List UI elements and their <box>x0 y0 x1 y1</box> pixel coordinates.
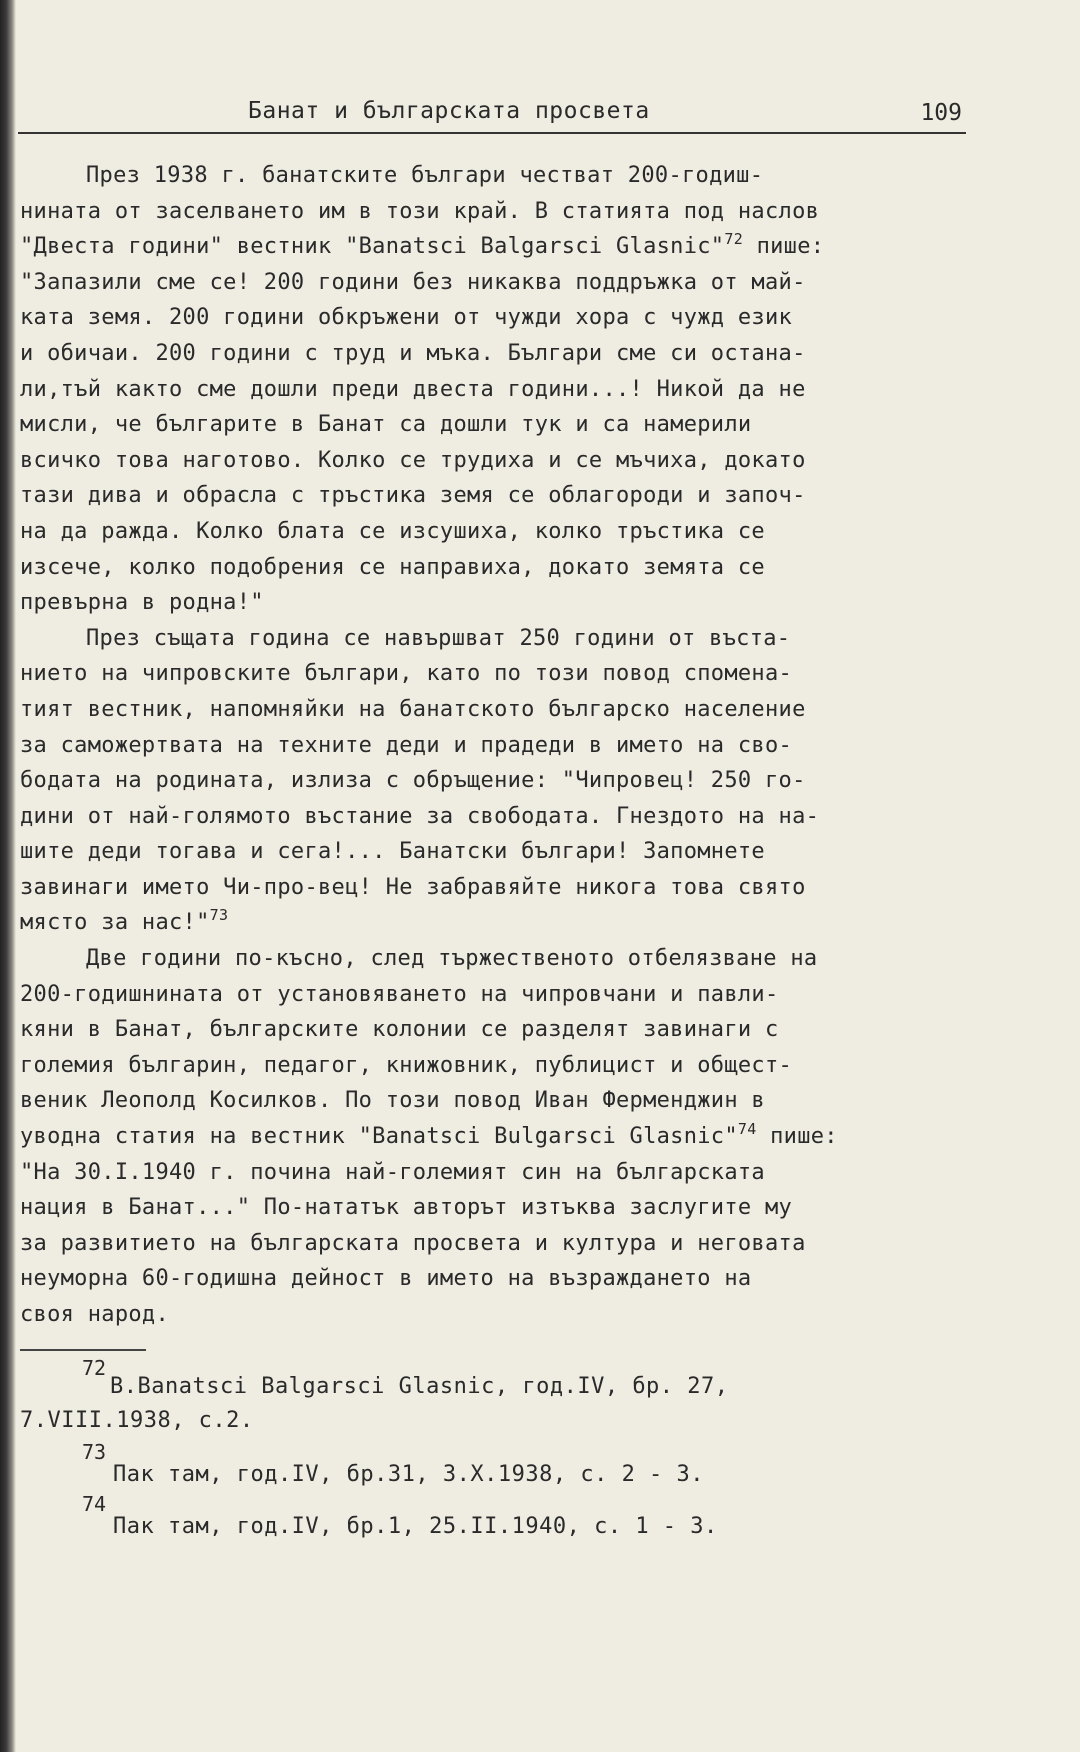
text-line <box>20 1261 974 1297</box>
page-binding-edge <box>0 0 16 1752</box>
text-line <box>20 229 974 265</box>
text-line <box>20 692 974 728</box>
text-line <box>20 763 974 799</box>
line-text: тази дива и обрасла с тръстика земя се облагороди и започ- <box>20 483 806 509</box>
footnote-number: 74 <box>82 1492 107 1516</box>
text-line <box>20 1190 974 1226</box>
body-text <box>20 158 974 1333</box>
text-line <box>20 585 974 621</box>
line-text: и обичаи. 200 години с труд и мъка. Българи сме си остана- <box>20 340 806 366</box>
text-line <box>20 194 974 230</box>
line-text: на да ражда. Колко блата се изсушиха, колко тръстика се <box>20 518 765 544</box>
line-text: тият вестник, напомняйки на банатското българско население <box>20 696 806 722</box>
line-text: завинаги името Чи-про-вец! Не забравяйте никога това свято <box>20 874 806 900</box>
text-line <box>20 1155 974 1191</box>
line-text-after-reference: пише: <box>756 1124 838 1150</box>
footnote-text: Пак там, год.IV, бр.31, 3.X.1938, с. 2 - 3. <box>113 1462 705 1487</box>
line-text: ката земя. 200 години обкръжени от чужди хора с чужд език <box>20 305 793 331</box>
line-text: нието на чипровските българи, като по този повод спомена- <box>20 661 793 687</box>
footnote-number: 73 <box>82 1440 107 1464</box>
text-line <box>20 372 974 408</box>
line-text: нация в Банат..." По-нататък авторът изтъква заслугите му <box>20 1195 793 1221</box>
footnote-text-continued: 7.VIII.1938, с.2. <box>20 1408 254 1433</box>
text-line <box>20 656 974 692</box>
line-text: уводна статия на вестник "Banatsci Bulgarsci Glasnic" <box>20 1124 738 1150</box>
text-line <box>20 977 974 1013</box>
line-text: мисли, че българите в Банат са дошли тук и са намерили <box>20 412 752 438</box>
footnote-text: B.Banatsci Balgarsci Glasnic, год.IV, бр. 27, <box>110 1374 729 1399</box>
text-line <box>20 1226 974 1262</box>
line-text: дини от най-голямото въстание за свободата. Гнездото на на- <box>20 803 820 829</box>
footnote-reference: 73 <box>209 906 229 925</box>
line-text: "Двеста години" вестник "Banatsci Balgarsci Glasnic" <box>20 234 725 260</box>
text-line <box>20 265 974 301</box>
line-text: "Запазили сме се! 200 години без никаква поддръжка от май- <box>20 269 806 295</box>
footnote-reference: 74 <box>737 1120 757 1139</box>
text-line <box>20 728 974 764</box>
text-line <box>20 621 974 657</box>
line-text: През същата година се навършват 250 години от въста- <box>86 625 791 651</box>
page-number: 109 <box>920 100 962 126</box>
line-text: неуморна 60-годишна дейност в името на възраждането на <box>20 1266 752 1292</box>
footnote-separator <box>20 1349 146 1351</box>
text-line <box>20 870 974 906</box>
line-text: кяни в Банат, българските колонии се разделят завинаги с <box>20 1017 779 1043</box>
text-line <box>20 799 974 835</box>
text-line <box>20 1048 974 1084</box>
line-text: шите деди тогава и сега!... Банатски българи! Запомнете <box>20 839 765 865</box>
line-text: изсече, колко подобрения се направиха, докато земята се <box>20 554 765 580</box>
text-line <box>20 336 974 372</box>
line-text: за саможертвата на техните деди и прадеди в името на сво- <box>20 732 793 758</box>
line-text-after-reference: пише: <box>743 234 825 260</box>
text-line <box>20 514 974 550</box>
text-line <box>20 550 974 586</box>
footnote-text: Пак там, год.IV, бр.1, 25.II.1940, с. 1 - 3. <box>113 1514 718 1539</box>
line-text: веник Леополд Косилков. По този повод Иван Ферменджин в <box>20 1088 765 1114</box>
line-text: 200-годишнината от установяването на чипровчани и павли- <box>20 981 779 1007</box>
line-text: нината от заселването им в този край. В статията под наслов <box>20 198 820 224</box>
text-line <box>20 1119 974 1155</box>
text-line <box>20 407 974 443</box>
line-text: Две години по-късно, след тържественото отбелязване на <box>86 946 818 972</box>
footnote-number: 72 <box>82 1356 107 1380</box>
line-text: за развитието на българската просвета и култура и неговата <box>20 1230 806 1256</box>
text-line <box>20 1083 974 1119</box>
header-title: Банат и българската просвета <box>248 98 650 124</box>
text-line <box>20 158 974 194</box>
text-line <box>20 905 974 941</box>
line-text: големия българин, педагог, книжовник, публицист и общест- <box>20 1052 793 1078</box>
footnote-reference: 72 <box>724 230 744 249</box>
text-line <box>20 941 974 977</box>
text-line <box>20 1297 974 1333</box>
line-text: "На 30.I.1940 г. почина най-големият син на българската <box>20 1159 765 1185</box>
line-text: През 1938 г. банатските българи честват 200-годиш- <box>86 163 764 188</box>
text-line <box>20 300 974 336</box>
running-header <box>18 98 966 134</box>
line-text: бодата на родината, излиза с обръщение: "Чипровец! 250 го- <box>20 768 806 794</box>
text-line <box>20 1012 974 1048</box>
line-text: място за нас!" <box>20 910 210 936</box>
text-line <box>20 834 974 870</box>
line-text: ли,тъй както сме дошли преди двеста години...! Никой да не <box>20 376 806 402</box>
line-text: превърна в родна!" <box>20 590 264 616</box>
text-line <box>20 478 974 514</box>
line-text: своя народ. <box>20 1302 169 1327</box>
line-text: всичко това наготово. Колко се трудиха и се мъчиха, докато <box>20 447 806 473</box>
text-line <box>20 443 974 479</box>
